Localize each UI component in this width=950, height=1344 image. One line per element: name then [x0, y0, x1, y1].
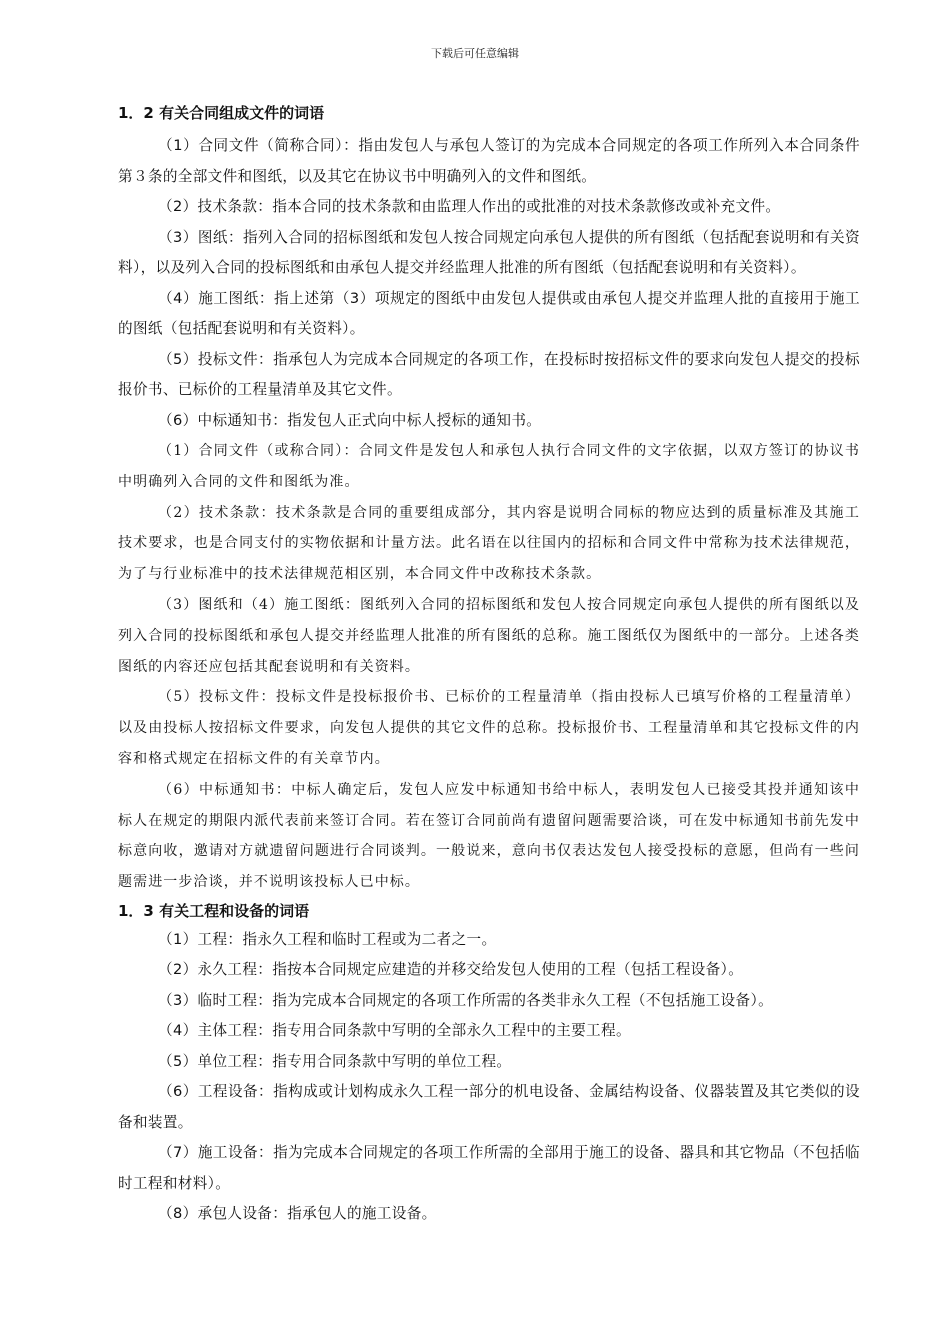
definition-paragraph: （5）投标文件：指承包人为完成本合同规定的各项工作，在投标时按招标文件的要求向发包人提交的投标报价书、已标价的工程量清单及其它文件。: [118, 350, 860, 398]
explanation-paragraph: （5）投标文件：投标文件是投标报价书、已标价的工程量清单（指由投标人已填写价格的工程量清单）以及由投标人按招标文件要求，向发包人提供的其它文件的总称。投标报价书、工程量清单和其它投标文件的内容和格式规定在招标文件的有关章节内。: [118, 689, 860, 767]
explanation-paragraph: （2）技术条款：技术条款是合同的重要组成部分，其内容是说明合同标的物应达到的质量标准及其施工技术要求，也是合同支付的实物依据和计量方法。此名语在以往国内的招标和合同文件中常称为技术法律规范，为了与行业标准中的技术法律规范相区别，本合同文件中改称技术条款。: [118, 504, 860, 583]
document-body: [118, 100, 860, 1230]
definition-paragraph: （6）中标通知书：指发包人正式向中标人授标的通知书。: [158, 411, 542, 429]
definition-paragraph: （3）临时工程：指为完成本合同规定的各项工作所需的各类非永久工程（不包括施工设备）。: [158, 991, 774, 1009]
definition-paragraph: （7）施工设备：指为完成本合同规定的各项工作所需的全部用于施工的设备、器具和其它物品（不包括临时工程和材料）。: [118, 1144, 860, 1192]
section-heading: 1．3 有关工程和设备的词语: [118, 901, 310, 920]
definition-paragraph: （2）技术条款：指本合同的技术条款和由监理人作出的或批准的对技术条款修改或补充文件。: [158, 198, 781, 215]
definition-paragraph: （1）工程：指永久工程和临时工程或为二者之一。: [158, 930, 497, 948]
explanation-paragraph: （1）合同文件（或称合同）：合同文件是发包人和承包人执行合同文件的文字依据，以双方签订的协议书中明确列入合同的文件和图纸为准。: [118, 443, 860, 490]
definition-paragraph: （4）主体工程：指专用合同条款中写明的全部永久工程中的主要工程。: [158, 1022, 631, 1040]
definition-paragraph: （6）工程设备：指构成或计划构成永久工程一部分的机电设备、金属结构设备、仪器装置及其它类似的设备和装置。: [118, 1083, 860, 1131]
definition-paragraph: （5）单位工程：指专用合同条款中写明的单位工程。: [158, 1052, 512, 1070]
definition-paragraph: （8）承包人设备：指承包人的施工设备。: [158, 1205, 437, 1223]
definition-paragraph: （1）合同文件（简称合同）：指由发包人与承包人签订的为完成本合同规定的各项工作所列入本合同条件第３条的全部文件和图纸，以及其它在协议书中明确列入的文件和图纸。: [118, 137, 860, 185]
definition-paragraph: （4）施工图纸：指上述第（3）项规定的图纸中由发包人提供或由承包人提交并监理人批的直接用于施工的图纸（包括配套说明和有关资料）。: [118, 289, 860, 337]
section-heading: 1．2 有关合同组成文件的词语: [118, 104, 325, 122]
page-header: 下载后可任意编辑: [431, 47, 519, 60]
explanation-paragraph: （3）图纸和（4）施工图纸：图纸列入合同的招标图纸和发包人按合同规定向承包人提供的所有图纸以及列入合同的投标图纸和承包人提交并经监理人批准的所有图纸的总称。施工图纸仅为图纸中的一部分。上述各类图纸的内容还应包括其配套说明和有关资料。: [118, 596, 860, 675]
definition-paragraph: （2）永久工程：指按本合同规定应建造的并移交给发包人使用的工程（包括工程设备）。: [158, 961, 744, 979]
definition-paragraph: （3）图纸：指列入合同的招标图纸和发包人按合同规定向承包人提供的所有图纸（包括配套说明和有关资料），以及列入合同的投标图纸和由承包人提交并经监理人批准的所有图纸（包括配套说明和有关资料）。: [118, 228, 860, 276]
explanation-paragraph: （6）中标通知书：中标人确定后，发包人应发中标通知书给中标人，表明发包人已接受其投并通知该中标人在规定的期限内派代表前来签订合同。若在签订合同前尚有遗留问题需要洽谈，可在发中标通知书前先发中标意向收，邀请对方就遗留问题进行合同谈判。一般说来，意向书仅表达发包人接受投标的意愿，但尚有一些问题需进一步洽谈，并不说明该投标人已中标。: [118, 781, 860, 891]
